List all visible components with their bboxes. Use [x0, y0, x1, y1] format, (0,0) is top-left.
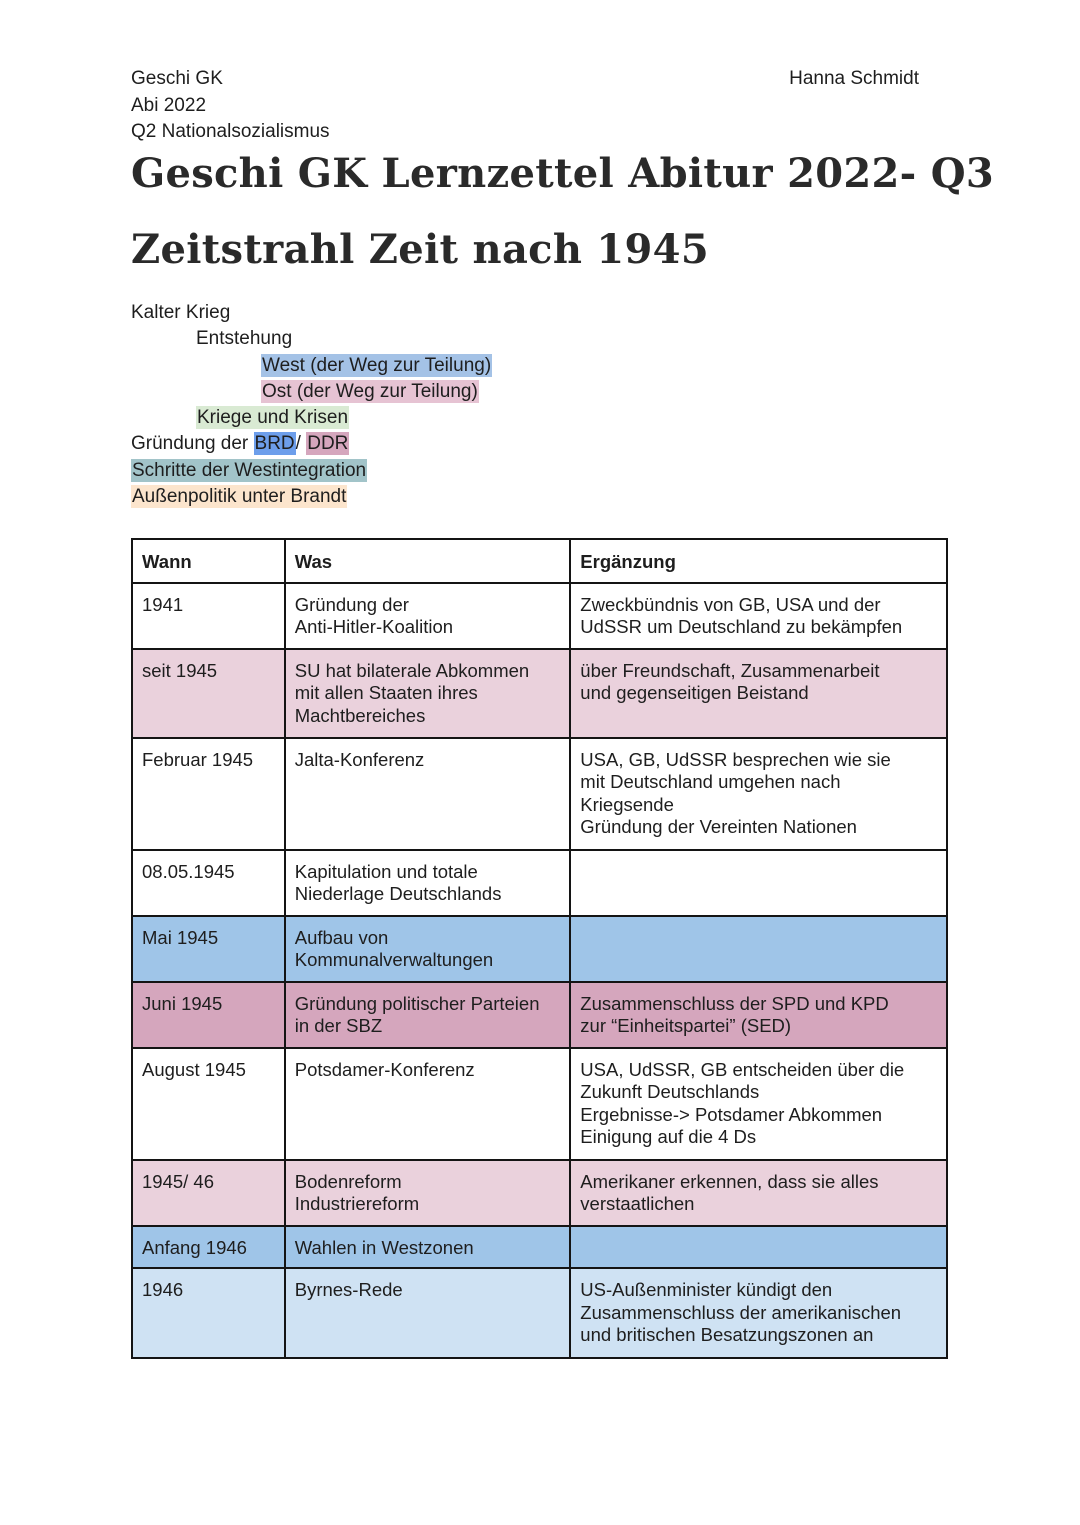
table-row	[132, 982, 947, 1048]
table-row	[132, 1160, 947, 1226]
cell-wann: 1946	[132, 1268, 285, 1358]
legend-krisen	[131, 405, 492, 431]
cell-ergaenzung: Zweckbündnis von GB, USA und der UdSSR um Deutschland zu bekämpfen	[570, 583, 947, 649]
highlight-westintegration: Schritte der Westintegration	[132, 459, 367, 481]
cell-wann: August 1945	[132, 1048, 285, 1160]
cell-ergaenzung	[570, 850, 947, 916]
cell-wann: 08.05.1945	[132, 850, 285, 916]
cell-ergaenzung: Zusammenschluss der SPD und KPD zur “Einheitspartei” (SED)	[570, 982, 947, 1048]
cell-was: Gründung der Anti-Hitler-Koalition	[285, 583, 571, 649]
cell-ergaenzung	[570, 916, 947, 982]
highlight-brd: BRD	[254, 433, 295, 455]
cell-ergaenzung: Amerikaner erkennen, dass sie alles verstaatlichen	[570, 1160, 947, 1226]
header-author: Hanna Schmidt	[789, 68, 919, 89]
cell-was: Aufbau von Kommunalverwaltungen	[285, 916, 571, 982]
cell-wann: Juni 1945	[132, 982, 285, 1048]
highlight-west: West (der Weg zur Teilung)	[262, 354, 492, 376]
header-left	[131, 66, 330, 146]
legend-kalter-krieg: Kalter Krieg	[131, 302, 231, 323]
cell-was: Bodenreform Industriereform	[285, 1160, 571, 1226]
table-row	[132, 583, 947, 649]
highlight-ddr: DDR	[307, 433, 349, 455]
cell-wann: seit 1945	[132, 649, 285, 738]
cell-ergaenzung: über Freundschaft, Zusammenarbeit und gegenseitigen Beistand	[570, 649, 947, 738]
legend-ost	[131, 379, 492, 405]
highlight-krisen: Kriege und Krisen	[197, 407, 349, 429]
cell-ergaenzung: USA, GB, UdSSR besprechen wie sie mit Deutschland umgehen nach Kriegsende Gründung der Vereinten Nationen	[570, 738, 947, 850]
header-year: Abi 2022	[131, 94, 207, 116]
cell-was: Wahlen in Westzonen	[285, 1226, 571, 1269]
cell-ergaenzung: US-Außenminister kündigt den Zusammenschluss der amerikanischen und britischen Besatzungszonen an	[570, 1268, 947, 1358]
color-legend	[131, 300, 492, 510]
page-subtitle: Zeitstrahl Zeit nach 1945	[131, 226, 709, 273]
cell-was: Jalta-Konferenz	[285, 738, 571, 850]
table-header-row	[132, 539, 947, 583]
column-header-ergaenzung: Ergänzung	[570, 539, 947, 583]
cell-wann: Februar 1945	[132, 738, 285, 850]
cell-was: Kapitulation und totale Niederlage Deutschlands	[285, 850, 571, 916]
header-topic: Q2 Nationalsozialismus	[131, 121, 330, 142]
cell-wann: Mai 1945	[132, 916, 285, 982]
cell-was: SU hat bilaterale Abkommen mit allen Staaten ihres Machtbereiches	[285, 649, 571, 738]
table-row	[132, 916, 947, 982]
table-row	[132, 1226, 947, 1269]
cell-was: Byrnes-Rede	[285, 1268, 571, 1358]
column-header-was: Was	[285, 539, 571, 583]
table-row	[132, 738, 947, 850]
legend-brandt	[131, 484, 492, 510]
cell-wann: Anfang 1946	[132, 1226, 285, 1269]
cell-was: Potsdamer-Konferenz	[285, 1048, 571, 1160]
legend-gruendung: Gründung der BRD/ DDR	[131, 433, 349, 455]
page-title: Geschi GK Lernzettel Abitur 2022- Q3	[131, 150, 995, 197]
table-row	[132, 1048, 947, 1160]
header-subject: Geschi GK	[131, 68, 223, 89]
cell-ergaenzung	[570, 1226, 947, 1269]
cell-ergaenzung: USA, UdSSR, GB entscheiden über die Zukunft Deutschlands Ergebnisse-> Potsdamer Abkommen Einigung auf die 4 Ds	[570, 1048, 947, 1160]
highlight-brandt: Außenpolitik unter Brandt	[132, 486, 347, 508]
legend-westintegration	[131, 458, 492, 484]
cell-wann: 1945/ 46	[132, 1160, 285, 1226]
legend-entstehung: Entstehung	[196, 328, 293, 350]
highlight-ost: Ost (der Weg zur Teilung)	[262, 380, 478, 402]
table-row	[132, 850, 947, 916]
cell-wann: 1941	[132, 583, 285, 649]
cell-was: Gründung politischer Parteien in der SBZ	[285, 982, 571, 1048]
timeline-table	[131, 538, 948, 1359]
table-row	[132, 649, 947, 738]
table-row	[132, 1268, 947, 1358]
column-header-wann: Wann	[132, 539, 285, 583]
legend-west	[131, 353, 492, 379]
